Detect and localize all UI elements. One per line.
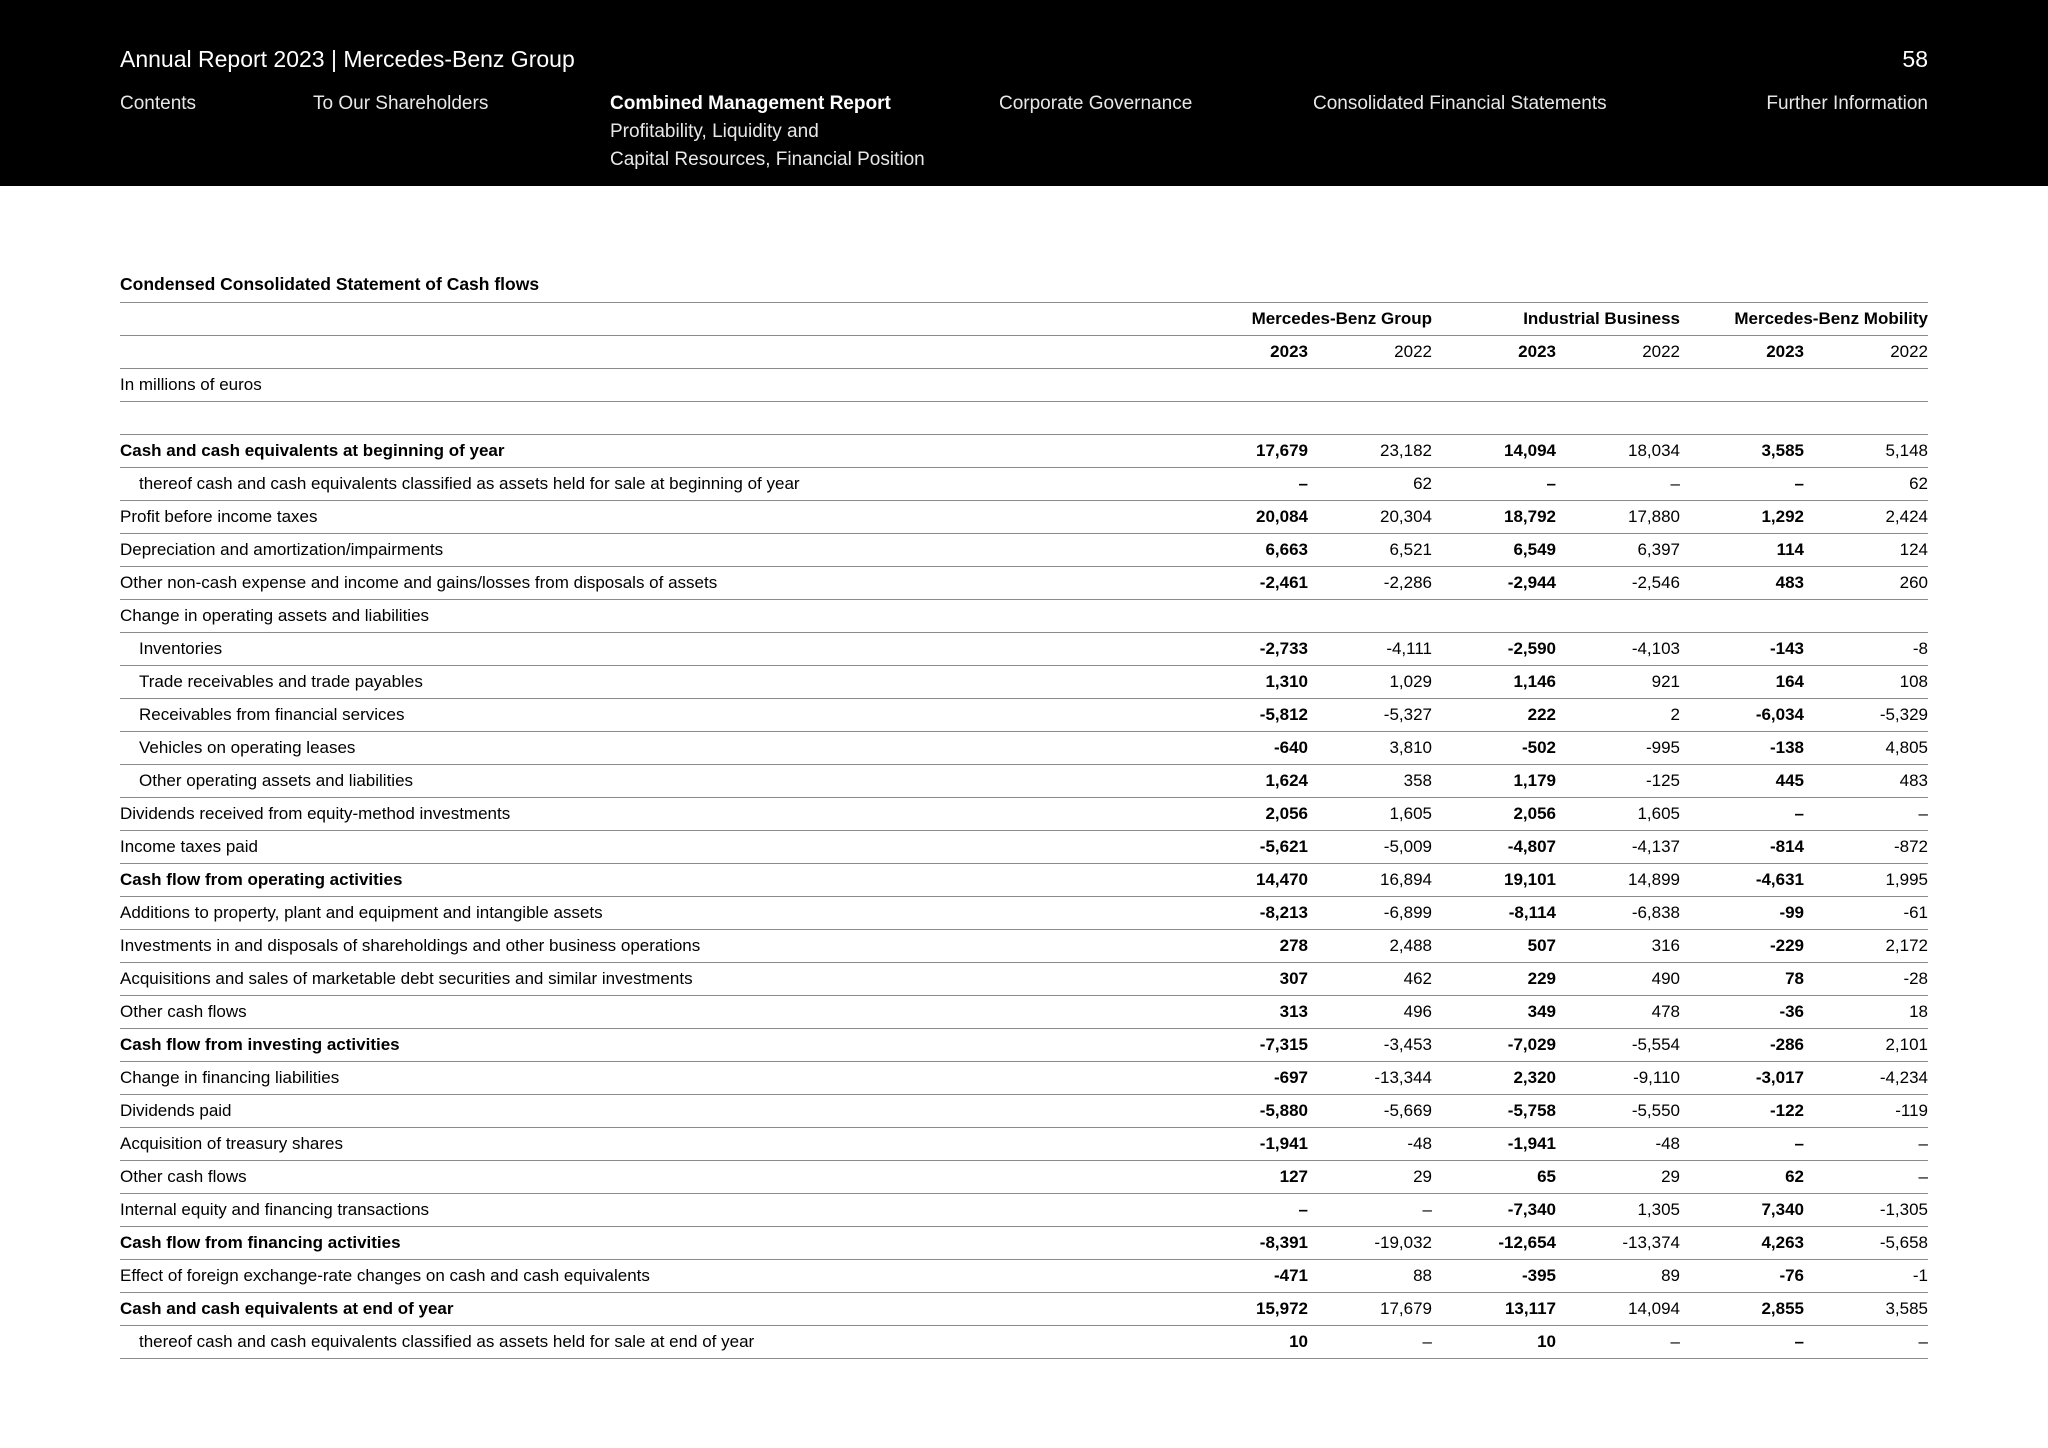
nav-subsection-line-1[interactable]: Profitability, Liquidity and	[610, 121, 819, 142]
value-cell: -5,621	[1184, 831, 1308, 864]
value-cell: -5,669	[1308, 1095, 1432, 1128]
value-cell: 18	[1804, 996, 1928, 1029]
table-row	[120, 534, 1928, 567]
value-cell: –	[1308, 1194, 1432, 1227]
value-cell: -5,554	[1556, 1029, 1680, 1062]
value-cell: 2,320	[1432, 1062, 1556, 1095]
value-cell: 10	[1184, 1326, 1308, 1359]
value-cell: 62	[1804, 468, 1928, 501]
row-label: Dividends received from equity-method investments	[120, 798, 1184, 831]
value-cell: -8	[1804, 633, 1928, 666]
group-header-industrial-business: Industrial Business	[1432, 303, 1680, 336]
value-cell: –	[1556, 1326, 1680, 1359]
value-cell: 307	[1184, 963, 1308, 996]
nav-to-our-shareholders[interactable]: To Our Shareholders	[313, 93, 489, 114]
table-row	[120, 864, 1928, 897]
value-cell: -12,654	[1432, 1227, 1556, 1260]
value-cell: 18,034	[1556, 435, 1680, 468]
table-row	[120, 798, 1928, 831]
value-cell: -6,838	[1556, 897, 1680, 930]
nav-combined-management-report[interactable]	[610, 90, 925, 174]
value-cell: 260	[1804, 567, 1928, 600]
value-cell: -48	[1308, 1128, 1432, 1161]
value-cell: 6,663	[1184, 534, 1308, 567]
value-cell: -229	[1680, 930, 1804, 963]
value-cell: 1,995	[1804, 864, 1928, 897]
cash-flow-table	[120, 302, 1928, 1359]
table-row	[120, 633, 1928, 666]
report-title: Annual Report 2023 | Mercedes-Benz Group	[120, 46, 575, 72]
row-label: Other cash flows	[120, 1161, 1184, 1194]
value-cell: 490	[1556, 963, 1680, 996]
row-label: Cash flow from investing activities	[120, 1029, 1184, 1062]
value-cell: -2,733	[1184, 633, 1308, 666]
value-cell: –	[1804, 1128, 1928, 1161]
value-cell: -3,017	[1680, 1062, 1804, 1095]
table-row	[120, 831, 1928, 864]
value-cell	[1308, 600, 1432, 633]
value-cell: 507	[1432, 930, 1556, 963]
table-row	[120, 567, 1928, 600]
nav-subsection-line-2[interactable]: Capital Resources, Financial Position	[610, 149, 925, 170]
value-cell: 14,899	[1556, 864, 1680, 897]
value-cell: -4,807	[1432, 831, 1556, 864]
value-cell: -19,032	[1308, 1227, 1432, 1260]
value-cell: 65	[1432, 1161, 1556, 1194]
value-cell: –	[1680, 798, 1804, 831]
value-cell: -13,344	[1308, 1062, 1432, 1095]
value-cell	[1432, 600, 1556, 633]
value-cell: 19,101	[1432, 864, 1556, 897]
table-row	[120, 963, 1928, 996]
value-cell: -5,880	[1184, 1095, 1308, 1128]
value-cell: 358	[1308, 765, 1432, 798]
table-row	[120, 930, 1928, 963]
table-row	[120, 765, 1928, 798]
value-cell: -5,327	[1308, 699, 1432, 732]
value-cell: 89	[1556, 1260, 1680, 1293]
table-row	[120, 1260, 1928, 1293]
value-cell: 164	[1680, 666, 1804, 699]
row-label: Profit before income taxes	[120, 501, 1184, 534]
value-cell: -2,590	[1432, 633, 1556, 666]
value-cell: -1,941	[1432, 1128, 1556, 1161]
value-cell: -1,941	[1184, 1128, 1308, 1161]
value-cell: 5,148	[1804, 435, 1928, 468]
value-cell: 1,146	[1432, 666, 1556, 699]
value-cell: -4,137	[1556, 831, 1680, 864]
value-cell: 17,679	[1184, 435, 1308, 468]
value-cell: 1,029	[1308, 666, 1432, 699]
value-cell: 17,679	[1308, 1293, 1432, 1326]
value-cell: 2,172	[1804, 930, 1928, 963]
value-cell: -61	[1804, 897, 1928, 930]
value-cell: –	[1308, 1326, 1432, 1359]
value-cell: 1,605	[1308, 798, 1432, 831]
value-cell: -4,103	[1556, 633, 1680, 666]
value-cell: 222	[1432, 699, 1556, 732]
group-header-mercedes-benz-mobility: Mercedes-Benz Mobility	[1680, 303, 1928, 336]
table-row	[120, 897, 1928, 930]
value-cell: 229	[1432, 963, 1556, 996]
value-cell: 114	[1680, 534, 1804, 567]
value-cell: -6,899	[1308, 897, 1432, 930]
row-label: Effect of foreign exchange-rate changes on cash and cash equivalents	[120, 1260, 1184, 1293]
nav-active-label: Combined Management Report	[610, 93, 891, 114]
value-cell: 29	[1308, 1161, 1432, 1194]
year-header-row	[120, 336, 1928, 369]
value-cell: 349	[1432, 996, 1556, 1029]
year-header: 2022	[1556, 336, 1680, 369]
value-cell: 313	[1184, 996, 1308, 1029]
value-cell: -814	[1680, 831, 1804, 864]
row-label: Internal equity and financing transactions	[120, 1194, 1184, 1227]
row-label: Other cash flows	[120, 996, 1184, 1029]
value-cell: 23,182	[1308, 435, 1432, 468]
value-cell: 1,179	[1432, 765, 1556, 798]
value-cell: -5,550	[1556, 1095, 1680, 1128]
value-cell: -1,305	[1804, 1194, 1928, 1227]
value-cell: 4,805	[1804, 732, 1928, 765]
table-row	[120, 732, 1928, 765]
value-cell: -7,315	[1184, 1029, 1308, 1062]
value-cell: 16,894	[1308, 864, 1432, 897]
value-cell: 478	[1556, 996, 1680, 1029]
value-cell: -5,812	[1184, 699, 1308, 732]
row-label: Receivables from financial services	[120, 699, 1184, 732]
value-cell: 1,310	[1184, 666, 1308, 699]
value-cell: 10	[1432, 1326, 1556, 1359]
value-cell	[1556, 600, 1680, 633]
value-cell: 2,101	[1804, 1029, 1928, 1062]
value-cell: -143	[1680, 633, 1804, 666]
table-row	[120, 1095, 1928, 1128]
row-label: Acquisition of treasury shares	[120, 1128, 1184, 1161]
value-cell: 2,488	[1308, 930, 1432, 963]
row-label: Other operating assets and liabilities	[120, 765, 1184, 798]
value-cell: –	[1804, 798, 1928, 831]
value-cell: -6,034	[1680, 699, 1804, 732]
row-label: Inventories	[120, 633, 1184, 666]
year-header: 2023	[1680, 336, 1804, 369]
value-cell: -640	[1184, 732, 1308, 765]
value-cell: -99	[1680, 897, 1804, 930]
value-cell: 127	[1184, 1161, 1308, 1194]
value-cell: -697	[1184, 1062, 1308, 1095]
value-cell: -125	[1556, 765, 1680, 798]
value-cell: -4,631	[1680, 864, 1804, 897]
value-cell: 124	[1804, 534, 1928, 567]
table-row	[120, 1161, 1928, 1194]
value-cell: -995	[1556, 732, 1680, 765]
value-cell: 483	[1680, 567, 1804, 600]
header-spacer	[120, 303, 1184, 336]
value-cell: -8,114	[1432, 897, 1556, 930]
value-cell: 1,292	[1680, 501, 1804, 534]
page-number: 58	[1902, 46, 1928, 72]
row-label: Acquisitions and sales of marketable debt securities and similar investments	[120, 963, 1184, 996]
value-cell: -36	[1680, 996, 1804, 1029]
table-row	[120, 600, 1928, 633]
row-label: Cash flow from financing activities	[120, 1227, 1184, 1260]
table-row	[120, 1293, 1928, 1326]
value-cell: -395	[1432, 1260, 1556, 1293]
value-cell: 316	[1556, 930, 1680, 963]
value-cell: -2,944	[1432, 567, 1556, 600]
year-header: 2022	[1308, 336, 1432, 369]
value-cell: 445	[1680, 765, 1804, 798]
table-row	[120, 1194, 1928, 1227]
value-cell: 62	[1680, 1161, 1804, 1194]
row-label: Dividends paid	[120, 1095, 1184, 1128]
row-label: Other non-cash expense and income and gains/losses from disposals of assets	[120, 567, 1184, 600]
table-title: Condensed Consolidated Statement of Cash flows	[120, 274, 540, 294]
value-cell: -7,029	[1432, 1029, 1556, 1062]
table-row	[120, 468, 1928, 501]
value-cell: -9,110	[1556, 1062, 1680, 1095]
spacer-row	[120, 402, 1928, 435]
table-row	[120, 1227, 1928, 1260]
nav-corporate-governance[interactable]: Corporate Governance	[999, 93, 1193, 114]
value-cell: 14,470	[1184, 864, 1308, 897]
value-cell: 3,810	[1308, 732, 1432, 765]
row-label: thereof cash and cash equivalents classified as assets held for sale at end of year	[120, 1326, 1184, 1359]
table-row	[120, 1326, 1928, 1359]
value-cell: -1	[1804, 1260, 1928, 1293]
header-spacer	[120, 336, 1184, 369]
value-cell: 278	[1184, 930, 1308, 963]
table-row	[120, 501, 1928, 534]
value-cell: 13,117	[1432, 1293, 1556, 1326]
value-cell: -13,374	[1556, 1227, 1680, 1260]
year-header: 2022	[1804, 336, 1928, 369]
row-label: Cash and cash equivalents at end of year	[120, 1293, 1184, 1326]
value-cell	[1804, 600, 1928, 633]
value-cell: -5,658	[1804, 1227, 1928, 1260]
row-label: Cash flow from operating activities	[120, 864, 1184, 897]
table-row	[120, 666, 1928, 699]
value-cell: 20,084	[1184, 501, 1308, 534]
value-cell: 7,340	[1680, 1194, 1804, 1227]
value-cell: 88	[1308, 1260, 1432, 1293]
value-cell: 3,585	[1804, 1293, 1928, 1326]
value-cell: -28	[1804, 963, 1928, 996]
table-row	[120, 996, 1928, 1029]
row-label: Depreciation and amortization/impairments	[120, 534, 1184, 567]
value-cell: 496	[1308, 996, 1432, 1029]
value-cell: 6,397	[1556, 534, 1680, 567]
value-cell: -5,758	[1432, 1095, 1556, 1128]
table-row	[120, 699, 1928, 732]
nav-contents[interactable]: Contents	[120, 93, 197, 114]
value-cell: 1,605	[1556, 798, 1680, 831]
value-cell: 2,056	[1432, 798, 1556, 831]
value-cell: -4,111	[1308, 633, 1432, 666]
value-cell: -3,453	[1308, 1029, 1432, 1062]
value-cell: -471	[1184, 1260, 1308, 1293]
nav-further-information[interactable]: Further Information	[1766, 93, 1928, 114]
value-cell: -122	[1680, 1095, 1804, 1128]
value-cell: -2,546	[1556, 567, 1680, 600]
value-cell: 18,792	[1432, 501, 1556, 534]
row-label: Cash and cash equivalents at beginning of year	[120, 435, 1184, 468]
row-label: Trade receivables and trade payables	[120, 666, 1184, 699]
value-cell: 2,056	[1184, 798, 1308, 831]
group-header-row	[120, 303, 1928, 336]
unit-row	[120, 369, 1928, 402]
nav-consolidated-financial-statements[interactable]: Consolidated Financial Statements	[1313, 93, 1607, 114]
value-cell: 29	[1556, 1161, 1680, 1194]
value-cell: 14,094	[1556, 1293, 1680, 1326]
value-cell: 108	[1804, 666, 1928, 699]
row-label: Vehicles on operating leases	[120, 732, 1184, 765]
value-cell: 1,305	[1556, 1194, 1680, 1227]
value-cell: -5,009	[1308, 831, 1432, 864]
value-cell: 78	[1680, 963, 1804, 996]
value-cell: -7,340	[1432, 1194, 1556, 1227]
value-cell: 2	[1556, 699, 1680, 732]
value-cell: -2,461	[1184, 567, 1308, 600]
unit-label: In millions of euros	[120, 369, 1184, 402]
value-cell: -76	[1680, 1260, 1804, 1293]
value-cell: 462	[1308, 963, 1432, 996]
value-cell: -286	[1680, 1029, 1804, 1062]
value-cell: -8,391	[1184, 1227, 1308, 1260]
value-cell: –	[1680, 1128, 1804, 1161]
value-cell: -502	[1432, 732, 1556, 765]
table-row	[120, 1062, 1928, 1095]
value-cell: 483	[1804, 765, 1928, 798]
value-cell	[1680, 600, 1804, 633]
value-cell: –	[1804, 1326, 1928, 1359]
table-row	[120, 435, 1928, 468]
value-cell: 2,424	[1804, 501, 1928, 534]
value-cell: 14,094	[1432, 435, 1556, 468]
value-cell: 6,521	[1308, 534, 1432, 567]
value-cell: –	[1556, 468, 1680, 501]
value-cell: 17,880	[1556, 501, 1680, 534]
value-cell: -119	[1804, 1095, 1928, 1128]
value-cell: -872	[1804, 831, 1928, 864]
value-cell: -138	[1680, 732, 1804, 765]
value-cell: 2,855	[1680, 1293, 1804, 1326]
year-header: 2023	[1184, 336, 1308, 369]
row-label: Investments in and disposals of shareholdings and other business operations	[120, 930, 1184, 963]
value-cell: 20,304	[1308, 501, 1432, 534]
value-cell: 62	[1308, 468, 1432, 501]
value-cell: –	[1680, 1326, 1804, 1359]
table-row	[120, 1029, 1928, 1062]
row-label: Change in operating assets and liabilities	[120, 600, 1184, 633]
value-cell: 3,585	[1680, 435, 1804, 468]
value-cell: 1,624	[1184, 765, 1308, 798]
value-cell: –	[1804, 1161, 1928, 1194]
row-label: thereof cash and cash equivalents classified as assets held for sale at beginning of year	[120, 468, 1184, 501]
value-cell: –	[1184, 1194, 1308, 1227]
row-label: Income taxes paid	[120, 831, 1184, 864]
row-label: Additions to property, plant and equipment and intangible assets	[120, 897, 1184, 930]
value-cell: -8,213	[1184, 897, 1308, 930]
value-cell: 4,263	[1680, 1227, 1804, 1260]
row-label: Change in financing liabilities	[120, 1062, 1184, 1095]
value-cell: 921	[1556, 666, 1680, 699]
group-header-mercedes-benz-group: Mercedes-Benz Group	[1184, 303, 1432, 336]
value-cell: -4,234	[1804, 1062, 1928, 1095]
value-cell: 6,549	[1432, 534, 1556, 567]
value-cell: -2,286	[1308, 567, 1432, 600]
value-cell	[1184, 600, 1308, 633]
table-row	[120, 1128, 1928, 1161]
value-cell: –	[1680, 468, 1804, 501]
value-cell: –	[1184, 468, 1308, 501]
year-header: 2023	[1432, 336, 1556, 369]
value-cell: -5,329	[1804, 699, 1928, 732]
page-header	[0, 0, 2048, 186]
value-cell: –	[1432, 468, 1556, 501]
value-cell: -48	[1556, 1128, 1680, 1161]
value-cell: 15,972	[1184, 1293, 1308, 1326]
